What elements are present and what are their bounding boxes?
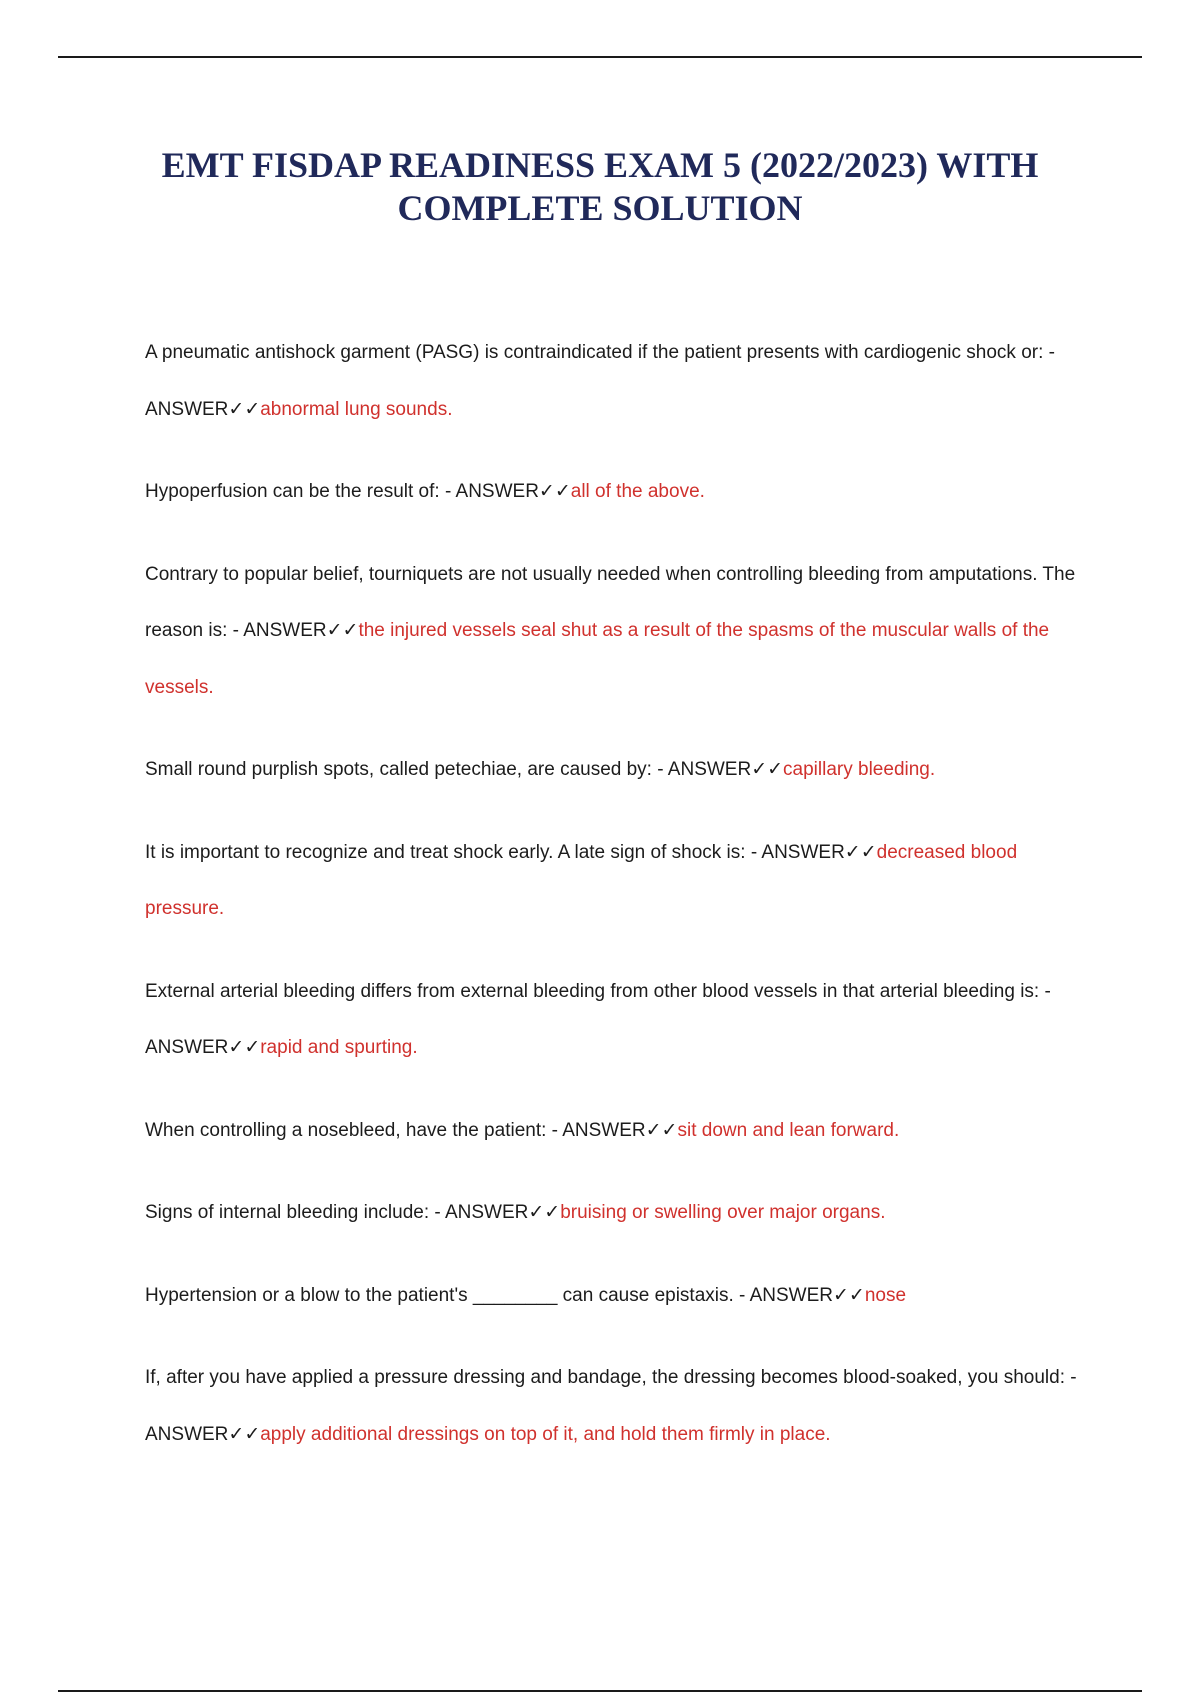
header-rule — [58, 56, 1142, 58]
answer-marker: - ANSWER✓✓ — [145, 342, 1055, 420]
footer-rule — [58, 1690, 1142, 1692]
qa-item — [145, 1185, 1095, 1242]
qa-item — [145, 1268, 1095, 1325]
answer-text: abnormal lung sounds. — [260, 398, 453, 420]
question-text: Contrary to popular belief, tourniquets are not usually needed when controlling bleeding from amputations. The reason is: — [145, 563, 1076, 641]
answer-text: bruising or swelling over major organs. — [560, 1202, 886, 1223]
question-text: Hypertension or a blow to the patient's ________ can cause epistaxis. — [145, 1284, 734, 1306]
question-text: A pneumatic antishock garment (PASG) is contraindicated if the patient presents with cardiogenic shock or: — [145, 342, 1044, 363]
answer-text: apply additional dressings on top of it, and hold them firmly in place. — [260, 1423, 831, 1445]
answer-text: capillary bleeding. — [783, 759, 936, 780]
qa-item — [145, 464, 1095, 521]
qa-item — [145, 825, 1095, 938]
answer-text: rapid and spurting. — [260, 1037, 418, 1058]
qa-item — [145, 547, 1095, 717]
answer-marker: - ANSWER✓✓ — [429, 1202, 561, 1223]
answer-marker: - ANSWER✓✓ — [733, 1284, 865, 1306]
answer-marker: - ANSWER✓✓ — [546, 1119, 678, 1141]
answer-text: decreased blood pressure. — [145, 841, 1018, 919]
question-text: Small round purplish spots, called petechiae, are caused by: — [145, 759, 652, 780]
qa-item — [145, 742, 1095, 799]
answer-text: the injured vessels seal shut as a result of the spasms of the muscular walls of the vessels. — [145, 620, 1050, 698]
document-title: EMT FISDAP READINESS EXAM 5 (2022/2023) WITH COMPLETE SOLUTION — [161, 145, 1039, 228]
answer-text: nose — [864, 1284, 907, 1306]
qa-item — [145, 964, 1095, 1077]
question-text: It is important to recognize and treat shock early. A late sign of shock is: — [145, 841, 746, 863]
question-list — [145, 325, 1095, 1489]
answer-marker: - ANSWER✓✓ — [145, 1367, 1077, 1445]
qa-item — [145, 325, 1095, 438]
question-text: If, after you have applied a pressure dressing and bandage, the dressing becomes blood-soaked, you should: — [145, 1367, 1065, 1388]
question-text: Signs of internal bleeding include: — [145, 1202, 430, 1223]
question-text: Hypoperfusion can be the result of: — [145, 481, 440, 502]
answer-marker: - ANSWER✓✓ — [227, 620, 359, 641]
answer-marker: - ANSWER✓✓ — [745, 841, 877, 863]
question-text: External arterial bleeding differs from external bleeding from other blood vessels in that arterial bleeding is: — [145, 980, 1040, 1002]
answer-marker: - ANSWER✓✓ — [651, 759, 784, 780]
answer-marker: - ANSWER✓✓ — [145, 980, 1051, 1058]
qa-item — [145, 1103, 1095, 1160]
question-text: When controlling a nosebleed, have the patient: — [145, 1119, 547, 1141]
answer-text: sit down and lean forward. — [677, 1119, 900, 1141]
answer-text: all of the above. — [570, 481, 705, 502]
answer-marker: - ANSWER✓✓ — [439, 481, 571, 502]
qa-item — [145, 1350, 1095, 1463]
